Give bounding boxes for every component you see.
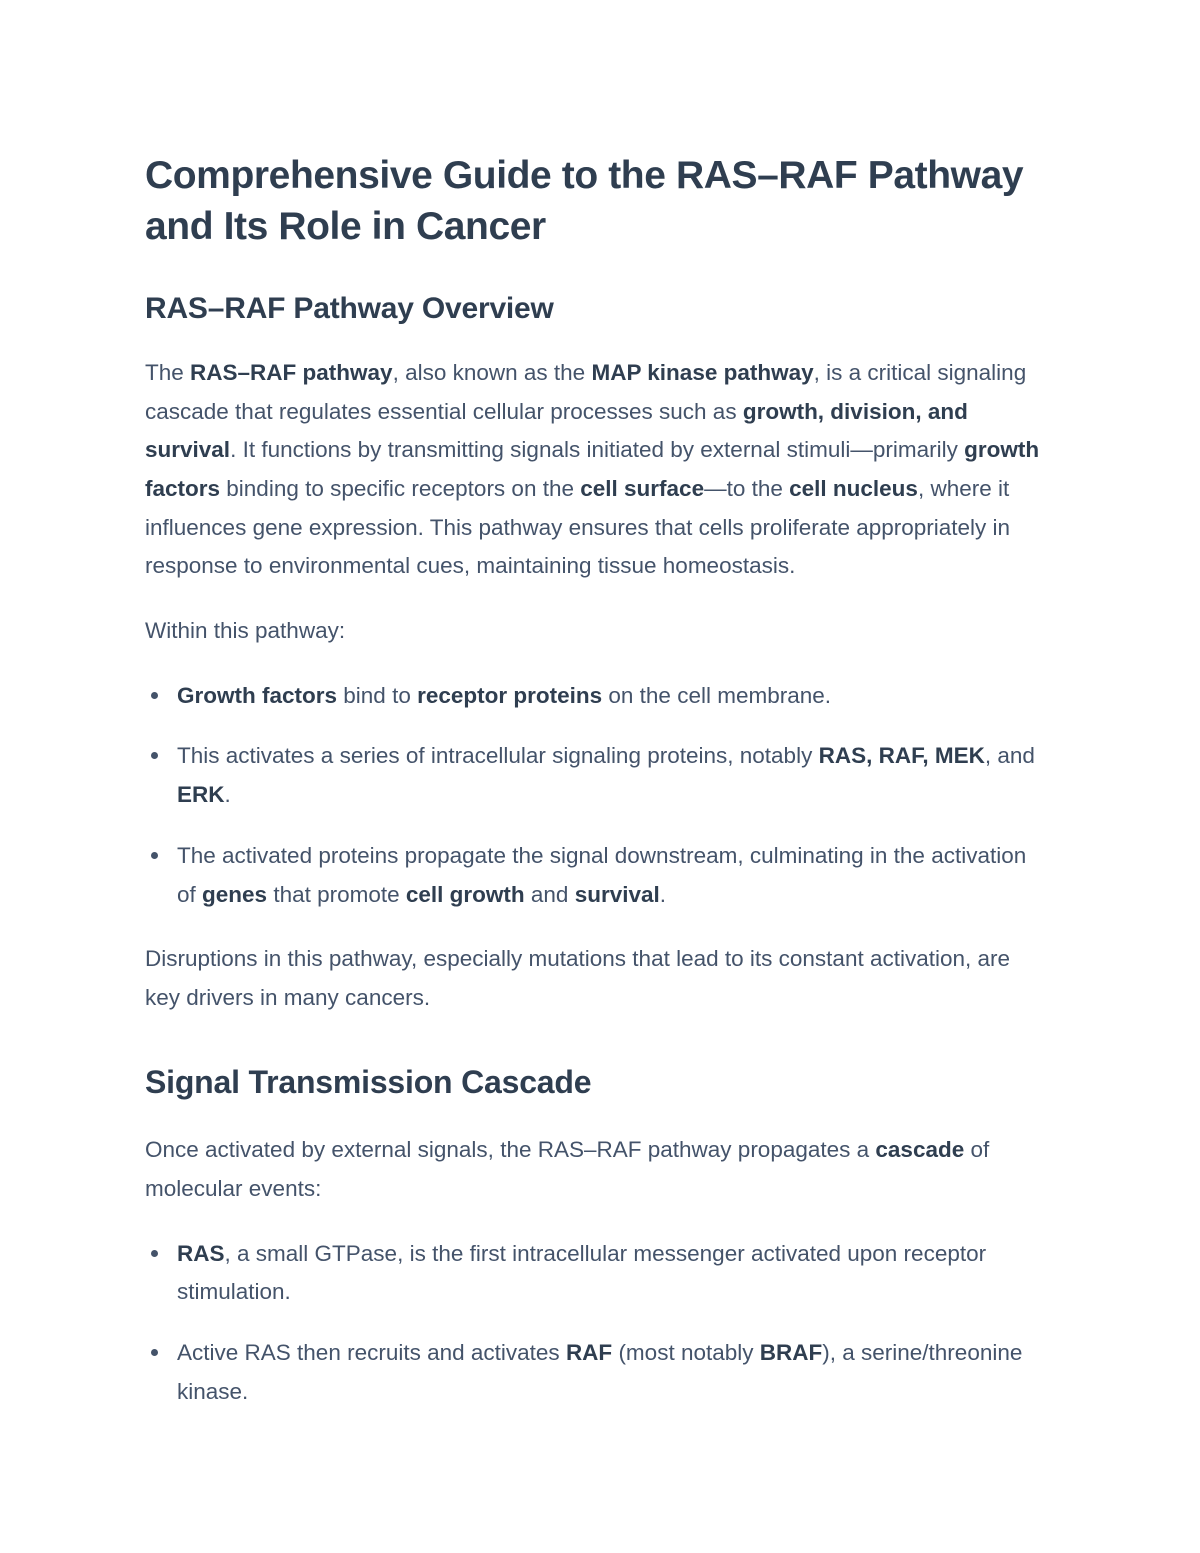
page-title: Comprehensive Guide to the RAS–RAF Pathway and Its Role in Cancer bbox=[145, 154, 1024, 249]
document-body bbox=[145, 289, 1045, 1411]
cascade-steps-list-item-1-bold-run-1: RAF bbox=[565, 1339, 613, 1365]
cascade-steps-list-item-1-bold-run-3: BRAF bbox=[759, 1339, 823, 1365]
pathway-steps-list-item-2-bold-run-3: cell growth bbox=[405, 881, 525, 907]
pathway-steps-list-item-0-bold-run-0: Growth factors bbox=[177, 682, 338, 708]
within-this-pathway-lead-in bbox=[145, 612, 1045, 651]
pathway-disruptions-paragraph bbox=[145, 940, 1045, 1017]
cascade-intro-paragraph-bold-run-1: cascade bbox=[875, 1137, 965, 1163]
bullet-dot-icon bbox=[151, 1250, 158, 1257]
cascade-intro-paragraph bbox=[145, 1131, 1045, 1208]
pathway-overview-paragraph-bold-run-1: RAS–RAF pathway bbox=[190, 359, 393, 385]
list-item bbox=[145, 677, 1045, 716]
pathway-overview-paragraph bbox=[145, 354, 1045, 586]
pathway-disruptions-paragraph-run-0: Disruptions in this pathway, especially mutations that lead to its constant activation, are key drivers in many cancers. bbox=[145, 946, 1011, 1010]
bullet-dot-icon bbox=[151, 852, 158, 859]
cascade-steps-list bbox=[145, 1235, 1045, 1412]
pathway-overview-paragraph-run-6: . It functions by transmitting signals initiated by external stimuli—primarily bbox=[230, 437, 965, 463]
list-item bbox=[145, 1334, 1045, 1411]
pathway-overview-paragraph-bold-run-5: growth, division, and survival bbox=[145, 398, 968, 463]
list-item bbox=[145, 837, 1045, 914]
pathway-steps-list-item-1-run-2: , and bbox=[984, 743, 1035, 769]
bullet-dot-icon bbox=[151, 752, 158, 759]
pathway-steps-list-item-2-bold-run-1: genes bbox=[202, 881, 268, 907]
pathway-overview-paragraph-run-12: , where it influences gene expression. This pathway ensures that cells proliferate appropriately in response to environmental cues, maintaining tissue homeostasis. bbox=[145, 476, 1011, 579]
cascade-intro-paragraph-run-0: Once activated by external signals, the RAS–RAF pathway propagates a bbox=[145, 1137, 876, 1163]
pathway-overview-paragraph-run-0: The bbox=[145, 359, 191, 385]
pathway-steps-list bbox=[145, 677, 1045, 914]
pathway-overview-paragraph-run-10: —to the bbox=[704, 476, 790, 501]
pathway-steps-list-item-2-run-6: . bbox=[659, 881, 667, 907]
pathway-overview-paragraph-run-4: , is a critical signaling cascade that regulates essential cellular processes such as bbox=[145, 359, 1027, 424]
pathway-steps-list-item-0-run-3: on the cell membrane. bbox=[602, 682, 832, 708]
pathway-overview-paragraph-bold-run-3: MAP kinase pathway bbox=[591, 359, 814, 385]
pathway-steps-list-item-1-bold-run-3: ERK bbox=[177, 782, 225, 808]
bullet-dot-icon bbox=[151, 1349, 158, 1356]
pathway-overview-paragraph-run-2: , also known as the bbox=[392, 359, 592, 385]
cascade-intro-paragraph-run-2: of molecular events: bbox=[145, 1137, 990, 1201]
pathway-overview-paragraph-bold-run-9: cell surface bbox=[580, 476, 705, 501]
pathway-steps-list-item-2-run-0: The activated proteins propagate the signal downstream, culminating in the activation of bbox=[177, 842, 1027, 907]
pathway-steps-list-item-1-run-4: . bbox=[224, 782, 231, 808]
cascade-steps-list-item-1-run-0: Active RAS then recruits and activates bbox=[177, 1339, 566, 1365]
cascade-steps-list-item-1-run-4: ), a serine/threonine kinase. bbox=[177, 1339, 1023, 1404]
pathway-steps-list-item-0-bold-run-2: receptor proteins bbox=[417, 682, 603, 708]
pathway-overview-paragraph-bold-run-7: growth factors bbox=[145, 437, 1040, 501]
pathway-steps-list-item-0-run-1: bind to bbox=[337, 682, 418, 708]
cascade-steps-list-item-1-run-2: (most notably bbox=[612, 1339, 760, 1365]
pathway-steps-list-item-2-bold-run-5: survival bbox=[574, 881, 660, 907]
section-0 bbox=[145, 289, 1045, 1018]
pathway-steps-list-item-2-run-2: that promote bbox=[267, 881, 406, 907]
section-heading: Signal Transmission Cascade bbox=[145, 1063, 592, 1100]
pathway-steps-list-item-1-run-0: This activates a series of intracellular signaling proteins, notably bbox=[177, 743, 819, 769]
pathway-overview-paragraph-run-8: binding to specific receptors on the bbox=[220, 476, 581, 501]
cascade-steps-list-item-0-bold-run-0: RAS bbox=[177, 1240, 225, 1266]
cascade-steps-list-item-0-run-1: , a small GTPase, is the first intracellular messenger activated upon receptor stimulation. bbox=[177, 1240, 987, 1305]
section-1 bbox=[145, 1062, 1045, 1412]
list-item bbox=[145, 1235, 1045, 1312]
pathway-steps-list-item-1-bold-run-1: RAS, RAF, MEK bbox=[818, 743, 985, 769]
section-heading: RAS–RAF Pathway Overview bbox=[145, 291, 554, 325]
within-this-pathway-lead-in-run-0: Within this pathway: bbox=[145, 618, 346, 644]
pathway-steps-list-item-2-run-4: and bbox=[524, 881, 575, 907]
bullet-dot-icon bbox=[151, 692, 158, 699]
pathway-overview-paragraph-bold-run-11: cell nucleus bbox=[789, 476, 918, 501]
list-item bbox=[145, 737, 1045, 814]
